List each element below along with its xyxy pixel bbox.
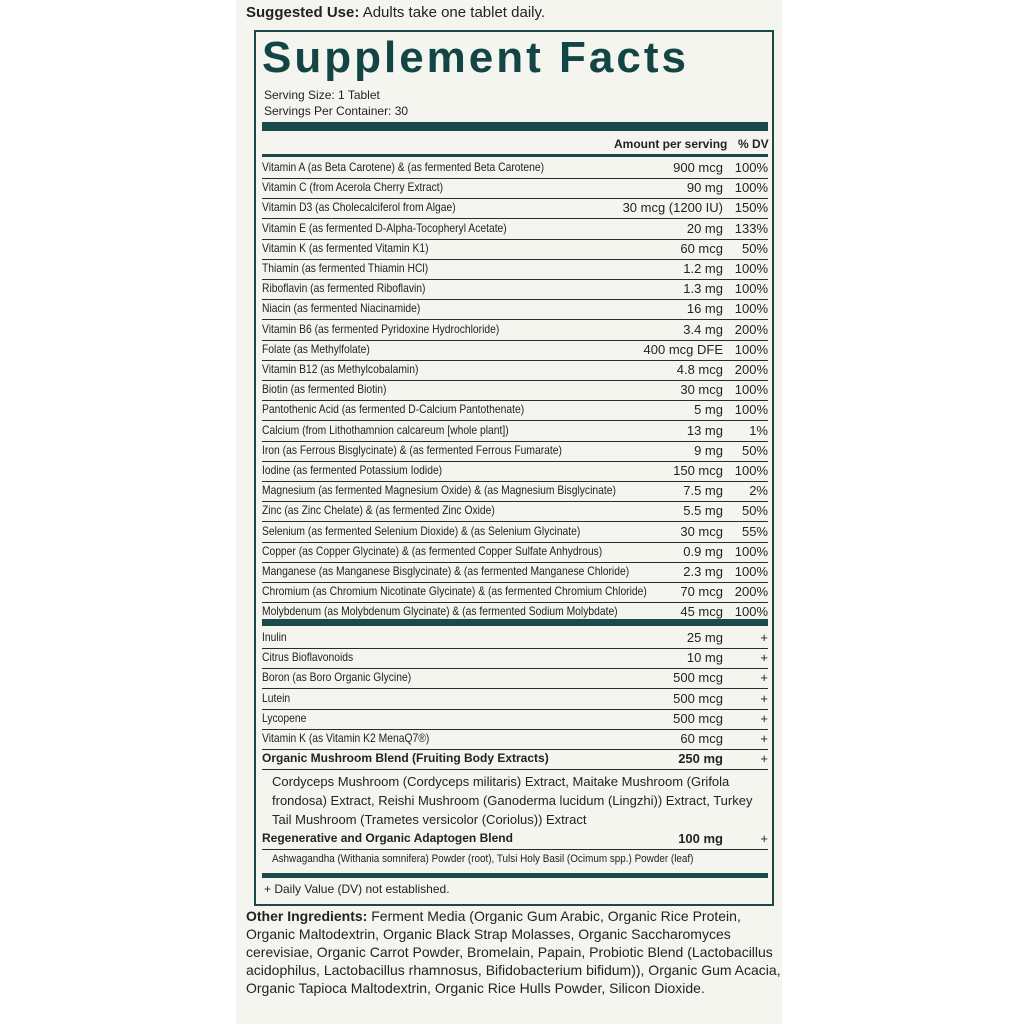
table-row (262, 441, 768, 462)
nutrient-dv: 133% (734, 220, 768, 236)
nutrient-dv: 50% (741, 442, 768, 458)
nutrient-amount: 1.2 mg (683, 261, 723, 276)
nutrient-name: Iron (as Ferrous Bisglycinate) & (as fermented Ferrous Fumarate) (262, 442, 562, 457)
nutrient-dv: 100% (734, 604, 768, 620)
table-row (262, 299, 768, 320)
nutrient-dv: 50% (741, 503, 768, 519)
table-row (262, 421, 768, 442)
table-row (262, 219, 768, 240)
suggested-use-label: Suggested Use: (246, 4, 360, 21)
table-row (262, 360, 768, 381)
adaptogen-detail: Ashwagandha (Withania somnifera) Powder (root), Tulsi Holy Basil (Ocimum spp.) Powder (leaf) (272, 853, 694, 865)
nutrient-name: Calcium (from Lithothamnion calcareum [whole plant]) (262, 422, 509, 437)
nutrient-dv: + (760, 731, 768, 746)
table-row (262, 628, 768, 649)
nutrient-name: Folate (as Methylfolate) (262, 341, 370, 356)
nutrient-name: Biotin (as fermented Biotin) (262, 382, 387, 397)
nutrient-dv: 100% (734, 382, 768, 398)
table-row (262, 198, 768, 219)
nutrient-amount: 4.8 mcg (676, 362, 723, 377)
nutrient-dv: 2% (749, 483, 768, 499)
nutrient-dv: 100% (734, 281, 768, 297)
nutrient-amount: 60 mcg (680, 731, 723, 746)
table-row (262, 279, 768, 300)
nutrient-amount: 5 mg (694, 402, 723, 418)
table-row (262, 239, 768, 260)
nutrient-dv: 100% (734, 341, 768, 357)
nutrient-name: Vitamin D3 (as Cholecalciferol from Algae) (262, 200, 456, 215)
nutrient-amount: 500 mcg (673, 670, 723, 686)
suggested-use (246, 4, 545, 21)
table-row (262, 340, 768, 361)
table-row (262, 542, 768, 563)
nutrient-name: Manganese (as Manganese Bisglycinate) & (as fermented Manganese Chloride) (262, 564, 630, 578)
nutrient-amount: 70 mcg (680, 584, 723, 600)
nutrient-name: Niacin (as fermented Niacinamide) (262, 301, 421, 316)
nutrient-name: Boron (as Boro Organic Glycine) (262, 670, 412, 685)
nutrient-amount: 16 mg (686, 301, 723, 317)
nutrient-name: Citrus Bioflavonoids (262, 650, 354, 665)
nutrient-dv: 100% (734, 402, 768, 418)
nutrient-amount: 30 mcg (1200 IU) (622, 200, 723, 216)
table-row (262, 178, 768, 199)
adaptogen-name: Regenerative and Organic Adaptogen Blend (262, 831, 513, 845)
nutrient-name: Chromium (as Chromium Nicotinate Glycinate) & (as fermented Chromium Chloride) (262, 584, 647, 599)
nutrient-amount: 250 mg (678, 751, 723, 767)
nutrient-amount: 1.3 mg (683, 281, 723, 297)
nutrient-amount: 2.3 mg (683, 564, 723, 579)
serving-size: Serving Size: 1 Tablet (264, 88, 380, 102)
nutrient-dv: + (760, 690, 768, 706)
nutrient-name: Iodine (as fermented Potassium Iodide) (262, 463, 443, 477)
mushroom-blend-detail: Cordyceps Mushroom (Cordyceps militaris) Extract, Maitake Mushroom (Grifola frondosa) Extract, Reishi Mushroom (Ganoderma lucidum (Lingzhi)) Extract, Turkey Tail Mushroom (Trametes versicolor (Coriolus)) Extract (272, 774, 753, 827)
other-ingredients-text: Ferment Media (Organic Gum Arabic, Organic Rice Protein, Organic Maltodextrin, Organic Black Strap Molasses, Organic Saccharomyces cerevisiae, Organic Carrot Powder, Bromelain, Papain, Probiotic Blend (Lactobacillus acidophilus, Lactobacillus rhamnosus, Bifidobacterium bifidum)), Organic Gum Acacia, Organic Tapioca Maltodextrin, Organic Rice Hulls Powder, Silicon Dioxide. (246, 908, 781, 996)
nutrient-amount: 3.4 mg (683, 321, 723, 337)
nutrient-name: Thiamin (as fermented Thiamin HCl) (262, 261, 429, 275)
nutrient-name: Selenium (as fermented Selenium Dioxide) & (as Selenium Glycinate) (262, 523, 581, 538)
nutrient-name: Vitamin C (from Acerola Cherry Extract) (262, 180, 444, 195)
nutrient-dv: 100% (734, 261, 768, 276)
nutrient-amount: 20 mg (686, 220, 723, 236)
nutrient-name: Vitamin E (as fermented D-Alpha-Tocopheryl Acetate) (262, 220, 507, 235)
amount-header: Amount per serving (614, 137, 728, 151)
nutrient-dv: 100% (734, 160, 768, 175)
nutrient-name: Vitamin A (as Beta Carotene) & (as fermented Beta Carotene) (262, 160, 545, 174)
nutrient-dv: 100% (734, 564, 768, 579)
header-rule (262, 154, 768, 157)
nutrient-dv: + (760, 751, 768, 767)
nutrient-amount: 30 mcg (680, 382, 723, 398)
nutrient-dv: 200% (734, 362, 768, 377)
nutrient-amount: 150 mcg (673, 463, 723, 478)
table-row (262, 668, 768, 689)
dv-header: % DV (738, 137, 769, 151)
nutrient-amount: 9 mg (694, 442, 723, 458)
nutrient-amount: 25 mg (686, 630, 723, 645)
nutrient-dv: + (760, 670, 768, 686)
nutrient-name: Vitamin B12 (as Methylcobalamin) (262, 362, 419, 376)
nutrient-amount: 5.5 mg (683, 503, 723, 519)
nutrient-amount: 30 mcg (680, 523, 723, 539)
nutrient-amount: 13 mg (686, 422, 723, 438)
other-ingredients-label: Other Ingredients: (246, 908, 368, 924)
suggested-use-text: Adults take one tablet daily. (362, 4, 546, 21)
nutrient-amount: 500 mcg (673, 710, 723, 726)
adaptogen-amount: 100 mg (678, 831, 723, 846)
servings-per-container: Servings Per Container: 30 (264, 104, 409, 118)
table-row (262, 648, 768, 669)
nutrient-name: Magnesium (as fermented Magnesium Oxide) & (as Magnesium Bisglycinate) (262, 483, 616, 498)
nutrient-dv: + (760, 710, 768, 726)
nutrient-dv: + (760, 650, 768, 666)
nutrient-dv: 100% (734, 463, 768, 478)
nutrient-amount: 90 mg (686, 180, 723, 196)
nutrient-name: Vitamin K (as Vitamin K2 MenaQ7®) (262, 731, 430, 745)
table-row (262, 562, 768, 583)
nutrient-name: Lycopene (262, 710, 307, 725)
nutrient-name: Vitamin K (as fermented Vitamin K1) (262, 240, 429, 255)
nutrient-dv: 100% (734, 180, 768, 196)
nutrient-dv: + (760, 630, 768, 645)
nutrient-name: Inulin (262, 630, 287, 644)
thick-rule-bottom (262, 873, 768, 878)
thick-rule-top (262, 122, 768, 131)
table-row (262, 158, 768, 179)
nutrient-name: Vitamin B6 (as fermented Pyridoxine Hydrochloride) (262, 321, 500, 336)
nutrient-amount: 10 mg (686, 650, 723, 666)
table-row (262, 400, 768, 421)
nutrient-amount: 45 mcg (680, 604, 723, 620)
nutrient-dv: 55% (741, 523, 768, 539)
table-row (262, 320, 768, 341)
table-row (262, 749, 768, 770)
table-row (262, 522, 768, 543)
other-ingredients (246, 907, 782, 997)
thick-rule-middle (262, 619, 768, 626)
table-row (262, 461, 768, 482)
nutrient-name: Zinc (as Zinc Chelate) & (as fermented Zinc Oxide) (262, 503, 495, 518)
adaptogen-dv: + (760, 831, 768, 846)
nutrient-dv: 1% (749, 422, 768, 438)
nutrient-name: Organic Mushroom Blend (Fruiting Body Extracts) (262, 751, 549, 766)
nutrient-amount: 0.9 mg (683, 543, 723, 559)
nutrient-amount: 60 mcg (680, 240, 723, 256)
table-row (262, 729, 768, 750)
nutrient-name: Riboflavin (as fermented Riboflavin) (262, 281, 426, 296)
nutrient-amount: 900 mcg (673, 160, 723, 175)
nutrient-name: Molybdenum (as Molybdenum Glycinate) & (as fermented Sodium Molybdate) (262, 604, 618, 619)
nutrient-dv: 100% (734, 543, 768, 559)
dv-footnote: + Daily Value (DV) not established. (264, 882, 450, 896)
table-row (262, 259, 768, 280)
table-row (262, 380, 768, 401)
table-row (262, 481, 768, 502)
table-row (262, 709, 768, 730)
nutrient-dv: 200% (734, 584, 768, 600)
nutrient-amount: 400 mcg DFE (643, 341, 723, 357)
facts-title: Supplement Facts (262, 33, 689, 82)
nutrient-dv: 50% (741, 240, 768, 256)
nutrient-dv: 150% (734, 200, 768, 216)
table-row (262, 582, 768, 603)
table-row (262, 501, 768, 522)
nutrient-name: Pantothenic Acid (as fermented D-Calcium Pantothenate) (262, 402, 525, 417)
table-row (262, 689, 768, 710)
adaptogen-row (262, 829, 768, 850)
nutrient-name: Copper (as Copper Glycinate) & (as fermented Copper Sulfate Anhydrous) (262, 543, 603, 558)
nutrient-name: Lutein (262, 690, 291, 705)
nutrient-dv: 100% (734, 301, 768, 317)
nutrient-amount: 500 mcg (673, 690, 723, 706)
nutrient-amount: 7.5 mg (683, 483, 723, 499)
nutrient-dv: 200% (734, 321, 768, 337)
